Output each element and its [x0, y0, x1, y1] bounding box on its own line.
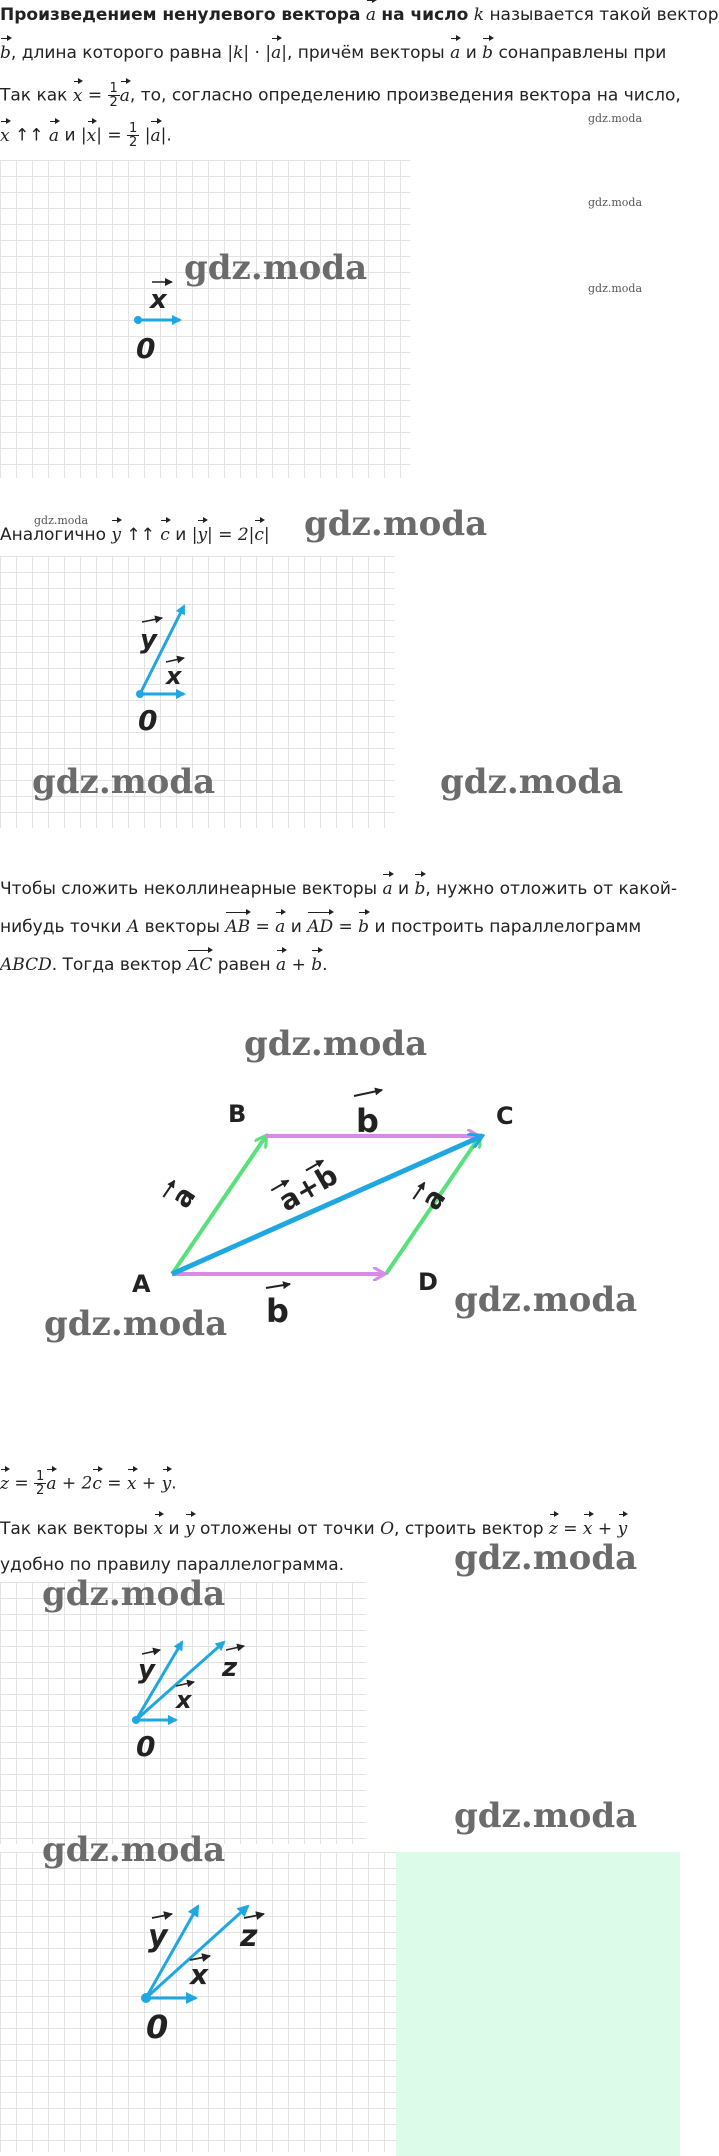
mint-panel	[396, 1852, 680, 2156]
z-label: z	[240, 1919, 258, 1954]
figure-x	[0, 160, 410, 478]
frac-num: 1	[109, 81, 118, 96]
a-left-label	[163, 1180, 202, 1216]
abs-bar: |	[265, 43, 272, 63]
frac-num: 1	[129, 121, 138, 136]
watermark: gdz.moda	[184, 248, 368, 288]
para1-line1	[0, 2, 719, 28]
z-label: z	[222, 1653, 238, 1683]
fraction-half	[34, 1470, 46, 1497]
watermark: gdz.moda	[42, 1830, 226, 1870]
and-word: и	[465, 43, 477, 63]
vector-a: a	[366, 2, 376, 28]
frac-den: 2	[36, 1483, 45, 1498]
vector-y: y	[618, 1516, 628, 1542]
vector-z: z	[549, 1516, 558, 1542]
para2-text-1: , то, согласно определению произведения вектора на число,	[129, 85, 681, 106]
abs-bar: |	[281, 43, 287, 63]
origin-label: 0	[136, 332, 156, 365]
eq-sign: =	[87, 85, 103, 106]
para4-text-3: нибудь точки	[0, 917, 122, 937]
b-bottom-label-arrow	[266, 1284, 290, 1288]
para4-text-5: и построить параллелограмм	[374, 917, 642, 937]
plus-sign: +	[597, 1519, 613, 1539]
abs-y: y	[197, 522, 207, 548]
vector-x: x	[154, 1516, 164, 1542]
watermark: gdz.moda	[34, 514, 89, 527]
similarly-word: Аналогично	[0, 525, 106, 545]
y-label-arrow	[152, 1914, 172, 1918]
para4-text-1: Чтобы сложить неколлинеарные векторы	[0, 879, 378, 899]
vector-AB: AB	[225, 914, 250, 940]
and-word: и	[168, 1519, 180, 1539]
eq-sign: =	[255, 917, 270, 937]
vector-b2: b	[482, 40, 493, 66]
vector-x: x	[127, 1471, 137, 1497]
fraction-half	[127, 122, 139, 149]
abs-bar: |	[80, 125, 87, 146]
definition-text-1: называется такой вектор	[489, 5, 719, 25]
point-D-label: D	[418, 1268, 438, 1296]
period: .	[171, 1473, 177, 1494]
plus-sign: +	[141, 1473, 157, 1494]
watermark: gdz.moda	[440, 762, 624, 802]
vector-AC: AC	[187, 952, 212, 978]
vector-AD: AD	[307, 914, 333, 940]
and-word: и	[64, 125, 76, 146]
plus-two: + 2	[61, 1473, 93, 1494]
origin-point	[141, 1993, 151, 2003]
para2-line2	[0, 122, 172, 149]
apb-label	[271, 1158, 343, 1219]
eq-sign: =	[14, 1473, 29, 1494]
definition-text-2: , длина которого равна	[10, 43, 222, 63]
watermark: gdz.moda	[454, 1280, 638, 1320]
definition-text-4: сонаправлены при	[498, 43, 667, 63]
and-word: и	[398, 879, 410, 899]
para4-line1	[0, 876, 677, 902]
para4-text-4: векторы	[144, 917, 220, 937]
x-label: x	[190, 1958, 209, 1991]
point-C-label: C	[496, 1102, 514, 1130]
para1-line2	[0, 40, 666, 66]
vector-y: y	[162, 1471, 172, 1497]
b-bottom-label: b	[266, 1292, 289, 1330]
eq-sign: =	[107, 1473, 122, 1494]
fraction-half	[108, 82, 120, 109]
para6-text-3: , строить вектор	[394, 1519, 544, 1539]
vector-a: a	[120, 83, 130, 109]
vector-b: b	[414, 876, 425, 902]
point-B-label: B	[228, 1100, 247, 1128]
vector-y: y	[111, 522, 121, 548]
abs-bar: |	[191, 525, 198, 545]
abs-bar: |	[263, 525, 270, 545]
point-A-label: A	[132, 1270, 151, 1298]
watermark: gdz.moda	[454, 1796, 638, 1836]
vector-y: y	[185, 1516, 195, 1542]
para4-text-6: . Тогда вектор	[51, 955, 182, 975]
x-label: x	[176, 1686, 192, 1714]
vector-z: z	[0, 1471, 9, 1497]
origin-label: 0	[136, 1730, 156, 1763]
a-right-label-text: a	[414, 1181, 453, 1216]
abs-a: a	[150, 123, 160, 149]
point-O: O	[380, 1519, 395, 1539]
vector-a: a	[46, 1471, 56, 1497]
figure-xy	[0, 556, 394, 828]
period: .	[166, 125, 172, 146]
vector-b: b	[358, 914, 369, 940]
watermark: gdz.moda	[32, 762, 216, 802]
definition-bold-start: Произведением ненулевого вектора	[0, 5, 361, 25]
para6-text-1: Так как векторы	[0, 1519, 149, 1539]
origin-point	[132, 1716, 140, 1724]
watermark: gdz.moda	[588, 282, 643, 295]
origin-point	[136, 690, 144, 698]
abs-bar: |	[207, 525, 213, 545]
eq-sign: =	[338, 917, 353, 937]
y-label: y	[138, 1655, 155, 1685]
dot-sign: ·	[254, 43, 260, 63]
abs-bar: |	[96, 125, 102, 146]
para4-text-2: , нужно отложить от какой-	[425, 879, 678, 899]
frac-num: 1	[36, 1469, 45, 1484]
para3-line	[0, 522, 270, 548]
watermark: gdz.moda	[42, 1574, 226, 1614]
vector-b: b	[0, 40, 11, 66]
y-label-arrow	[142, 618, 162, 622]
abs-k: |k|	[227, 43, 250, 63]
z-label-arrow	[226, 1646, 244, 1650]
watermark: gdz.moda	[588, 112, 643, 125]
para6-text-4: удобно по правилу параллелограмма.	[0, 1555, 345, 1575]
vector-b: b	[311, 952, 322, 978]
eq-two: = 2	[218, 525, 249, 545]
watermark: gdz.moda	[304, 504, 488, 544]
para4-line2	[0, 914, 641, 940]
abs-bar: |	[144, 125, 151, 146]
origin-label: 0	[138, 704, 158, 737]
a-left-label-text: a	[164, 1179, 203, 1214]
period: .	[322, 955, 328, 975]
para5-line	[0, 1470, 177, 1497]
vector-c: c	[160, 522, 170, 548]
plus-sign: +	[291, 955, 306, 975]
eq-sign: =	[107, 125, 122, 146]
parallelogram-ABCD: ABCD	[0, 955, 52, 975]
apb-label-text: a+b	[273, 1158, 344, 1219]
origin-label: 0	[146, 2008, 169, 2046]
point-A: A	[126, 917, 140, 937]
definition-bold-mid: на число	[381, 5, 469, 25]
vector-a: a	[276, 952, 286, 978]
abs-c: c	[254, 522, 264, 548]
para2-line1	[0, 82, 681, 109]
abs-bar: |	[160, 125, 167, 146]
frac-den: 2	[109, 95, 118, 110]
vector-a2: a	[450, 40, 460, 66]
watermark: gdz.moda	[588, 196, 643, 209]
figure-xyz-2	[0, 1852, 396, 2152]
upup-sign: ↑↑	[15, 125, 44, 146]
eq-sign: =	[563, 1519, 578, 1539]
and-word: и	[290, 917, 302, 937]
vector-a: a	[275, 914, 285, 940]
abs-bar: |	[248, 525, 255, 545]
figure-parallelogram	[0, 1060, 680, 1360]
so-word: Так как	[0, 85, 68, 106]
vector-x: x	[583, 1516, 593, 1542]
para6-text-2: отложены от точки	[200, 1519, 375, 1539]
origin-point	[134, 316, 142, 324]
figure-xyz	[0, 1582, 366, 1844]
watermark: gdz.moda	[454, 1538, 638, 1578]
y-label: y	[140, 625, 157, 655]
vector-a: a	[49, 123, 59, 149]
x-label: x	[150, 285, 167, 315]
abs-a: a	[271, 40, 281, 66]
frac-den: 2	[129, 135, 138, 150]
vector-x: x	[73, 83, 83, 109]
definition-text-3: , причём векторы	[286, 43, 445, 63]
vector-x: x	[0, 123, 10, 149]
y-label-arrow	[142, 1650, 160, 1654]
y-label: y	[148, 1919, 168, 1954]
x-label: x	[166, 662, 182, 690]
and-word: и	[175, 525, 187, 545]
z-label-arrow	[244, 1914, 264, 1918]
watermark: gdz.moda	[44, 1304, 228, 1344]
var-k: k	[473, 5, 485, 25]
vector-a: a	[382, 876, 392, 902]
para4-text-7: равен	[217, 955, 271, 975]
watermark: gdz.moda	[244, 1024, 428, 1064]
b-top-label-arrow	[354, 1090, 382, 1096]
abs-x: x	[87, 123, 97, 149]
b-top-label: b	[356, 1102, 379, 1140]
upup-sign: ↑↑	[126, 525, 155, 545]
para4-line3	[0, 952, 328, 978]
vector-c: c	[92, 1471, 102, 1497]
